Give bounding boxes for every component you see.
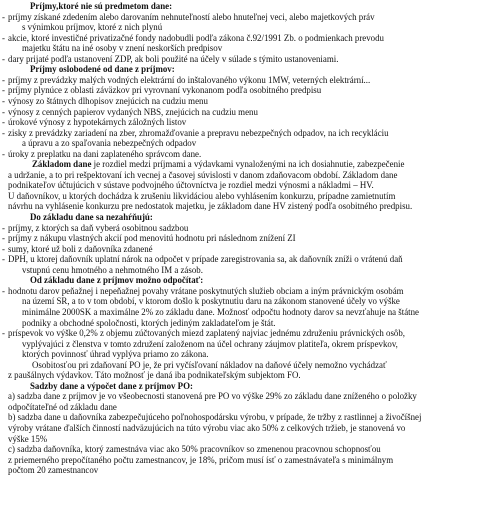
- text-line: akcie, ktoré investičné privatizačné fondy nadobudli podľa zákona č.92/1991 Zb. o podmienkach prevodu: [8, 32, 384, 43]
- bullet-dash: -: [2, 222, 5, 233]
- text-line: vstupnú cenu hmotného a nehmotného IM a zásob.: [22, 264, 203, 275]
- text-line: zisky z prevádzky zariadení na zber, zhromažďovanie a prepravu nebezpečných odpadov, na ich recykláciu: [8, 127, 389, 138]
- text-line: výnosy z cenných papierov vydaných NBS, znejúcich na cudziu menu: [8, 106, 258, 117]
- section-heading: Od základu dane z príjmov možno odpočítať:: [30, 275, 204, 286]
- text-line: vyplývajúci z členstva v tomto združení založenom na účel ochrany záujmov platiteľa, okrem príspevkov,: [22, 338, 398, 349]
- bullet-dash: -: [2, 85, 5, 96]
- bullet-dash: -: [2, 148, 5, 159]
- bullet-dash: -: [2, 74, 5, 85]
- bullet-dash: -: [2, 106, 5, 117]
- text-line: príjmy plynúce z oblasti záväzkov pri vyrovnaní vykonanom podľa osobitného predpisu: [8, 85, 322, 96]
- text-line: úroky z preplatku na dani zaplateného správcom dane.: [8, 148, 202, 159]
- bullet-dash: -: [2, 11, 5, 22]
- bold-term: Základom dane: [32, 159, 92, 170]
- section-heading: Do základu dane sa nezahŕňujú:: [30, 212, 153, 222]
- section-heading: Príjmy,ktoré nie sú predmetom dane:: [30, 1, 173, 11]
- text-line: návrhu na vyhlásenie konkurzu pre nedostatok majetku, je základom dane HV zistený podľa osobitného predpisu.: [8, 201, 413, 212]
- text-line: z priemerného prepočítaného počtu zamestnancov, je 18%, pričom musí ísť o zamestnávateľa s minimálnym: [8, 454, 394, 465]
- text-line: a úpravu a zo spaľovania nebezpečných odpadov: [22, 138, 197, 149]
- bullet-dash: -: [2, 328, 5, 339]
- text-line: ktorých povinnosť úhrad vyplýva priamo zo zákona.: [22, 349, 209, 360]
- text-line: [32, 159, 404, 170]
- text-line: majetku štátu na iné osoby v znení neskorších predpisov: [22, 43, 223, 54]
- bullet-dash: -: [2, 285, 5, 296]
- text-line: úrokové výnosy z hypotekárnych záložných listov: [8, 117, 187, 128]
- text-line: s výnimkou príjmov, ktoré z nich plynú: [22, 22, 163, 33]
- text-line: počtom 20 zamestnancov: [8, 465, 99, 476]
- text-line: a) sadzba dane z príjmov je vo všeobecnosti stanovená pre PO vo výške 29% zo základu dane zníženého o položky: [8, 391, 417, 402]
- text-line: podniky a obchodné spoločnosti, ktorých jediným zakladateľom je štát.: [22, 317, 276, 328]
- bullet-dash: -: [2, 53, 5, 64]
- text-run: je rozdiel medzi príjmami a výdavkami vynaloženými na ich dosiahnutie, zabezpečenie: [91, 159, 405, 170]
- bullet-dash: -: [2, 233, 5, 244]
- text-line: príspevok vo výške 0,2% z objemu zúčtovaných miezd zaplatený najviac jednému združeniu právnických osôb,: [8, 328, 406, 339]
- bullet-dash: -: [2, 32, 5, 43]
- text-line: odpočítateľné od základu dane: [8, 401, 117, 412]
- bullet-dash: -: [2, 95, 5, 106]
- bullet-dash: -: [2, 117, 5, 128]
- text-line: hodnotu darov peňažnej i nepeňažnej povahy vrátane poskytnutých služieb obciam a iným právnickým osobám: [8, 285, 404, 296]
- text-line: U daňovníkov, u ktorých dochádza k zrušeniu likvidáciou alebo vyhlásením konkurzu, prípadne zamietnutím: [8, 190, 396, 201]
- text-line: podnikateľov účtujúcich v sústave podvojného účtovníctva je rozdiel medzi výnosmi a nákladmi – HV.: [8, 180, 374, 191]
- text-line: na území SR, a to v tom období, v ktorom došlo k poskytnutiu daru na zákonom stanovené účely vo výške: [22, 296, 400, 307]
- text-line: z paušálnych výdavkov. Táto možnosť je daná iba podnikateľským subjektom FO.: [8, 370, 301, 381]
- text-line: dary prijaté podľa ustanovení ZDP, ak boli použité na účely v súlade s týmito ustanoveniami.: [8, 53, 339, 64]
- text-line: a udržanie, a to pri rešpektovaní ich vecnej a časovej súvislosti v danom zdaňovacom období. Základom dane: [8, 169, 398, 180]
- text-line: príjmy z nákupu vlastných akcií pod menovitú hodnotu pri následnom znížení ZI: [8, 233, 296, 244]
- text-line: sumy, ktoré už boli z daňovníka zdanené: [8, 243, 153, 254]
- text-line: príjmy, z ktorých sa daň vyberá osobitnou sadzbou: [8, 222, 189, 233]
- text-line: výške 15%: [8, 433, 48, 444]
- text-line: c) sadzba daňovníka, ktorý zamestnáva viac ako 50% pracovníkov so zmenenou pracovnou schopnosťou: [8, 444, 381, 455]
- text-line: minimálne 2000SK a maximálne 2% zo základu dane. Možnosť odpočtu hodnoty darov sa nevzťahuje na štátne: [22, 306, 419, 317]
- section-heading: Sadzby dane a výpočet dane z príjmov PO:: [30, 380, 193, 391]
- text-line: výnosy zo štátnych dlhopisov znejúcich na cudziu menu: [8, 95, 208, 106]
- text-line: príjmy získané zdedením alebo darovaním nehnuteľností alebo hnuteľnej veci, alebo majetkových práv: [8, 11, 375, 22]
- text-line: príjmy z prevádzky malých vodných elektrární do inštalovaného výkonu 1MW, veterných elektrární...: [8, 74, 371, 85]
- text-line: b) sadzba dane u daňovníka zabezpečujúceho poľnohospodársku výrobu, v prípade, že tržby z rastlinnej a živočíšnej: [8, 412, 422, 423]
- bullet-dash: -: [2, 243, 5, 254]
- bullet-dash: -: [2, 127, 5, 138]
- bullet-dash: -: [2, 254, 5, 265]
- text-line: Osobitosťou pri zdaňovaní PO je, že pri vyčísľovaní nákladov na daňové účely nemožno vychádzať: [32, 359, 387, 370]
- text-line: DPH, u ktorej daňovník uplatní nárok na odpočet v prípade zaregistrovania sa, ak daňovník zníži o vrátenú daň: [8, 254, 403, 265]
- section-heading: Príjmy oslobodené od dane z príjmov:: [30, 64, 175, 75]
- text-line: výroby vrátane ďalších činností nadväzujúcich na túto výrobu viac ako 50% z celkových tržieb, je stanovená vo: [8, 423, 406, 433]
